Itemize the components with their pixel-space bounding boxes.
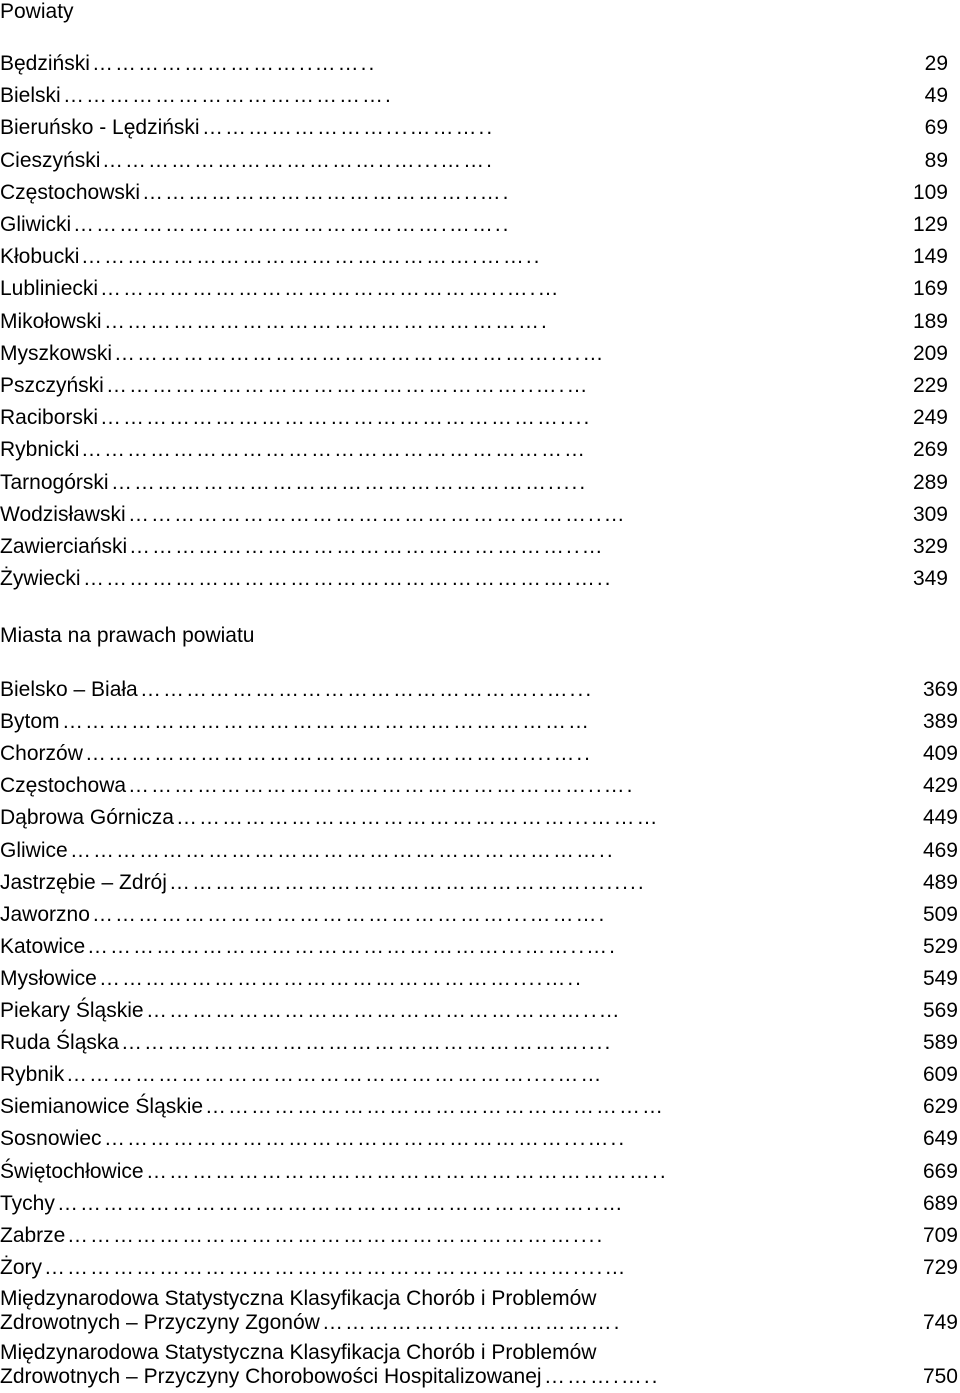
- toc-entry-page: 569: [922, 999, 958, 1022]
- toc-entry-label-line2: Zdrowotnych – Przyczyny Chorobowości Hospitalizowanej: [0, 1365, 542, 1388]
- toc-entry-page: 89: [924, 149, 948, 172]
- toc-entry[interactable]: [0, 1127, 960, 1151]
- toc-entry-page: 349: [912, 567, 948, 590]
- toc-entry-page: 509: [922, 903, 958, 926]
- toc-entry-page: 629: [922, 1095, 958, 1118]
- toc-entry[interactable]: [0, 1063, 960, 1087]
- toc-entry[interactable]: [0, 1341, 960, 1393]
- toc-entry-label: Częstochowski: [0, 181, 141, 204]
- toc-entry-label-line1: Międzynarodowa Statystyczna Klasyfikacja Chorób i Problemów: [0, 1287, 597, 1310]
- toc-entry-label: Lubliniecki: [0, 277, 99, 300]
- toc-entry-label: Piekary Śląskie: [0, 999, 144, 1022]
- toc-entry-leader: …………………………………………………………....: [67, 1224, 605, 1247]
- toc-entry-leader: ……………………………………………………: [205, 1095, 665, 1118]
- toc-entry-leader: ……………..………………….: [322, 1311, 622, 1334]
- toc-entry-label: Gliwice: [0, 839, 68, 862]
- toc-entry[interactable]: [0, 342, 960, 366]
- toc-entry[interactable]: [0, 1192, 960, 1216]
- toc-entry-label: Mysłowice: [0, 967, 97, 990]
- toc-entry-line2: [0, 1311, 960, 1339]
- toc-entry[interactable]: [0, 839, 960, 863]
- toc-entry[interactable]: [0, 438, 960, 462]
- toc-entry-leader: ……………………………………………………..….: [128, 774, 635, 797]
- toc-entry-page: 750: [922, 1365, 958, 1388]
- toc-entry-label: Bytom: [0, 710, 60, 733]
- toc-entry-page: 369: [922, 678, 958, 701]
- toc-entry[interactable]: [0, 310, 960, 334]
- toc-entry-page: 29: [924, 52, 948, 75]
- toc-entry-label: Cieszyński: [0, 149, 101, 172]
- toc-entry-leader: ……………………………………………………....: [121, 1031, 613, 1054]
- toc-entry[interactable]: [0, 1287, 960, 1339]
- toc-entry[interactable]: [0, 871, 960, 895]
- toc-entry[interactable]: [0, 903, 960, 927]
- toc-entry-label: Kłobucki: [0, 245, 80, 268]
- toc-entry[interactable]: [0, 774, 960, 798]
- toc-entry-label: Myszkowski: [0, 342, 113, 365]
- toc-entry-page: 149: [912, 245, 948, 268]
- toc-entry[interactable]: [0, 1224, 960, 1248]
- toc-entry[interactable]: [0, 116, 960, 140]
- toc-entry-label: Dąbrowa Górnicza: [0, 806, 174, 829]
- section-heading-powiaty: Powiaty: [0, 0, 74, 23]
- toc-entry-label: Rybnik: [0, 1063, 65, 1086]
- toc-entry-page: 409: [922, 742, 958, 765]
- toc-entry-page: 389: [922, 710, 958, 733]
- toc-entry-label: Rybnicki: [0, 438, 80, 461]
- toc-entry-leader: ………………………………………………...……….: [92, 903, 607, 926]
- toc-entry[interactable]: [0, 806, 960, 830]
- toc-entry[interactable]: [0, 149, 960, 173]
- toc-entry-label: Zawierciański: [0, 535, 128, 558]
- toc-entry-leader: ……………………………………………………….…..: [83, 567, 613, 590]
- toc-entry-leader: ……………………………………………………………..: [70, 839, 615, 862]
- toc-entry-leader: ………………………………..…...…….: [102, 149, 495, 172]
- toc-entry-leader: ……………………………………………………………..…: [57, 1192, 625, 1215]
- toc-entry-label: Bieruńsko - Lędziński: [0, 116, 200, 139]
- toc-entry[interactable]: [0, 245, 960, 269]
- toc-entry-page: 309: [912, 503, 948, 526]
- toc-entry-label: Świętochłowice: [0, 1160, 144, 1183]
- toc-entry-leader: ……….…..: [544, 1365, 660, 1388]
- toc-entry-page: 489: [922, 871, 958, 894]
- toc-entry-label: Ruda Śląska: [0, 1031, 120, 1054]
- toc-entry-page: 649: [922, 1127, 958, 1150]
- toc-entry-leader: ……………………………………………………………....…: [44, 1256, 628, 1279]
- toc-entry-page: 589: [922, 1031, 958, 1054]
- toc-entry[interactable]: [0, 967, 960, 991]
- toc-entry[interactable]: [0, 999, 960, 1023]
- toc-entry[interactable]: [0, 503, 960, 527]
- toc-entry[interactable]: [0, 1095, 960, 1119]
- toc-entry-leader: ……………………………………………………....……: [66, 1063, 604, 1086]
- toc-entry[interactable]: [0, 52, 960, 76]
- toc-entry[interactable]: [0, 181, 960, 205]
- toc-entry-page: 549: [922, 967, 958, 990]
- toc-entry-leader: …………………………………………………………: [81, 438, 587, 461]
- toc-entry-label: Tarnogórski: [0, 471, 109, 494]
- toc-entry-label: Raciborski: [0, 406, 99, 429]
- toc-entry-page: 209: [912, 342, 948, 365]
- toc-entry-page: 109: [912, 181, 948, 204]
- toc-entry[interactable]: [0, 471, 960, 495]
- toc-entry-label-line2: Zdrowotnych – Przyczyny Zgonów: [0, 1311, 320, 1334]
- toc-entry-leader: …………………………………….: [63, 84, 393, 107]
- toc-entry-leader: ………………………………………….……..: [73, 213, 511, 236]
- toc-entry-page: 729: [922, 1256, 958, 1279]
- toc-entry[interactable]: [0, 535, 960, 559]
- toc-entry-page: 129: [912, 213, 948, 236]
- toc-entry-leader: ……………………………………………..…...: [140, 678, 594, 701]
- toc-entry[interactable]: [0, 213, 960, 237]
- toc-entry-leader: ………………………………………………........: [169, 871, 646, 894]
- toc-entry-leader: ……………………………………..….: [142, 181, 511, 204]
- toc-entry[interactable]: [0, 1256, 960, 1280]
- toc-entry-label: Mikołowski: [0, 310, 102, 333]
- toc-entry-label: Bielsko – Biała: [0, 678, 138, 701]
- toc-entry-page: 469: [922, 839, 958, 862]
- toc-entry-label: Będziński: [0, 52, 90, 75]
- toc-entry-page: 709: [922, 1224, 958, 1247]
- toc-entry-label: Chorzów: [0, 742, 83, 765]
- section-heading-miasta: Miasta na prawach powiatu: [0, 624, 255, 647]
- toc-entry[interactable]: [0, 374, 960, 398]
- toc-entry-page: 749: [922, 1311, 958, 1334]
- toc-entry-label: Siemianowice Śląskie: [0, 1095, 204, 1118]
- toc-entry-page: 269: [912, 438, 948, 461]
- toc-entry[interactable]: [0, 406, 960, 430]
- toc-entry-leader: ……………………………………………………………: [62, 710, 591, 733]
- toc-entry-label-line1: Międzynarodowa Statystyczna Klasyfikacja Chorób i Problemów: [0, 1341, 597, 1364]
- toc-entry-leader: ……………………………………………………..…: [128, 503, 627, 526]
- toc-entry-page: 229: [912, 374, 948, 397]
- toc-entry-leader: ………………………………………………...……..….: [87, 935, 618, 958]
- toc-entry[interactable]: [0, 1160, 960, 1184]
- toc-entry-line2: [0, 1365, 960, 1393]
- toc-entry-page: 49: [924, 84, 948, 107]
- toc-entry-leader: ……………………………………………………...…..: [104, 1127, 627, 1150]
- toc-entry-leader: …………………………………………….……..: [81, 245, 542, 268]
- toc-entry-page: 669: [922, 1160, 958, 1183]
- toc-entry[interactable]: [0, 277, 960, 301]
- toc-entry-leader: ………………………………………………..….…: [106, 374, 590, 397]
- toc-entry-page: 429: [922, 774, 958, 797]
- toc-entry-page: 329: [912, 535, 948, 558]
- toc-entry-leader: ………………………………………………….: [104, 310, 549, 333]
- toc-entry-leader: ………………………..……..: [92, 52, 377, 75]
- toc-entry-label: Żory: [0, 1256, 42, 1279]
- toc-entry[interactable]: [0, 1031, 960, 1055]
- toc-entry-label: Jaworzno: [0, 903, 90, 926]
- toc-entry-page: 169: [912, 277, 948, 300]
- toc-entry-page: 529: [922, 935, 958, 958]
- toc-entry-leader: …………………………………………………..…: [129, 535, 605, 558]
- toc-entry-leader: ………………………………………………….....: [111, 471, 588, 494]
- toc-entry[interactable]: [0, 710, 960, 734]
- toc-entry-label: Wodzisławski: [0, 503, 126, 526]
- toc-entry-label: Bielski: [0, 84, 61, 107]
- toc-entry-leader: ……………………………………………...………: [176, 806, 660, 829]
- toc-entry-label: Gliwicki: [0, 213, 72, 236]
- toc-entry-leader: ……………………………………………..….…: [100, 277, 561, 300]
- toc-entry-page: 689: [922, 1192, 958, 1215]
- toc-entry-leader: …………………………………………………....…..: [85, 742, 593, 765]
- toc-entry-label: Katowice: [0, 935, 86, 958]
- toc-entry[interactable]: [0, 935, 960, 959]
- toc-entry-label: Pszczyński: [0, 374, 104, 397]
- toc-entry-label: Jastrzębie – Zdrój: [0, 871, 167, 894]
- toc-entry-leader: ……………………………………………………....: [100, 406, 592, 429]
- toc-entry-label: Tychy: [0, 1192, 55, 1215]
- toc-entry[interactable]: [0, 567, 960, 591]
- toc-entry-page: 189: [912, 310, 948, 333]
- toc-entry-page: 69: [924, 116, 948, 139]
- toc-entry-page: 249: [912, 406, 948, 429]
- toc-entry-label: Częstochowa: [0, 774, 127, 797]
- toc-entry-leader: …………………………………………………..…: [146, 999, 622, 1022]
- toc-entry-page: 449: [922, 806, 958, 829]
- toc-entry-label: Zabrze: [0, 1224, 66, 1247]
- toc-entry-label: Żywiecki: [0, 567, 81, 590]
- toc-entry-leader: ……………………...………..: [202, 116, 495, 139]
- toc-entry-leader: ………………………………………………....…..: [99, 967, 584, 990]
- toc-entry-leader: …………………………………………………………..: [146, 1160, 668, 1183]
- toc-entry-page: 609: [922, 1063, 958, 1086]
- toc-entry-label: Sosnowiec: [0, 1127, 102, 1150]
- toc-entry-page: 289: [912, 471, 948, 494]
- toc-entry[interactable]: [0, 742, 960, 766]
- toc-entry-leader: …………………………………………………....…: [114, 342, 606, 365]
- toc-entry[interactable]: [0, 678, 960, 702]
- toc-entry[interactable]: [0, 84, 960, 108]
